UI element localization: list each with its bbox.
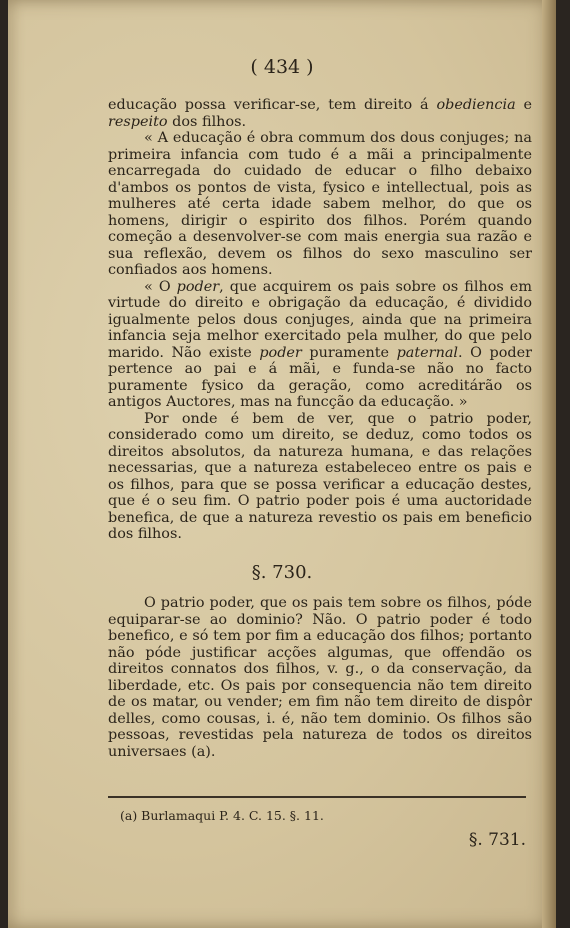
section-heading: §. 730. [251,562,313,583]
text-run: , que acquirem os pais sobre os filhos em virtude do direito e obrigação da educação, é dividido igualmente pelos dous conjuges, ainda que na primeira infancia seja melhor exercitado pela mulher, do que pelo marido. Não existe [108,278,532,361]
paragraph [108,97,532,130]
paragraph: « A educação é obra commum dos dous conjuges; na primeira infancia com tudo é a mãi a principalmente encarregada do cuidado de educar o filho debaixo d'ambos os pontos de vista, fysico e intellectual, pois as mulheres até certa idade sabem melhor, do que os homens, dirigir o espirito dos filhos. Porém quando começão a desenvolver-se com mais energia sua razão e sua reflexão, devem os filhos do sexo masculino ser confiados aos homens. [108,130,532,278]
italic-term: obediencia [436,97,516,113]
text-run: puramente [301,344,397,361]
paragraph: Por onde é bem de ver, que o patrio poder, considerado como um direito, se deduz, como todos os direitos absolutos, da natureza humana, e das relações necessarias, que a natureza estabeleceo entre os pais e os filhos, para que se possa verificar a educação destes, que é o seu fim. O patrio poder pois é uma auctoridade benefica, de que a natureza revestio os pais em beneficio dos filhos. [108,410,532,542]
text-run: e [515,97,533,113]
text-run: . O poder pertence ao pai e á mãi, e funda-se não no facto puramente fysico da geração, como acreditárão os antigos Auctores, mas na funcção da educação. » [108,344,532,410]
text-block-upper [108,97,532,543]
text-block-lower [108,595,532,760]
footnote-divider [108,796,526,798]
text-run: dos filhos. [167,113,247,130]
page-gutter-shadow [542,0,556,928]
paragraph: O patrio poder, que os pais tem sobre os filhos, póde equiparar-se ao dominio? Não. O patrio poder é todo benefico, e só tem por fim a educação dos filhos; portanto não póde justificar acções algumas, que offendão os direitos connatos dos filhos, v. g., o da conservação, da liberdade, etc. Os pais por consequencia não tem direito de os matar, ou vender; em fim não tem direito de dispôr delles, como cousas, i. é, não tem dominio. Os filhos são pessoas, revestidas pela natureza de todos os direitos universaes (a). [108,595,532,760]
text-run: « O [144,278,177,295]
italic-term: paternal [396,344,459,361]
paragraph [108,279,532,411]
italic-term: respeito [108,113,168,130]
book-page [8,0,556,928]
catchword: §. 731. [468,830,526,850]
footnote: (a) Burlamaqui P. 4. C. 15. §. 11. [120,808,324,823]
italic-term: poder [259,344,302,361]
text-run: educação possa verificar-se, tem direito á [108,97,437,113]
page-number: ( 434 ) [250,56,314,78]
italic-term: poder [176,278,220,295]
